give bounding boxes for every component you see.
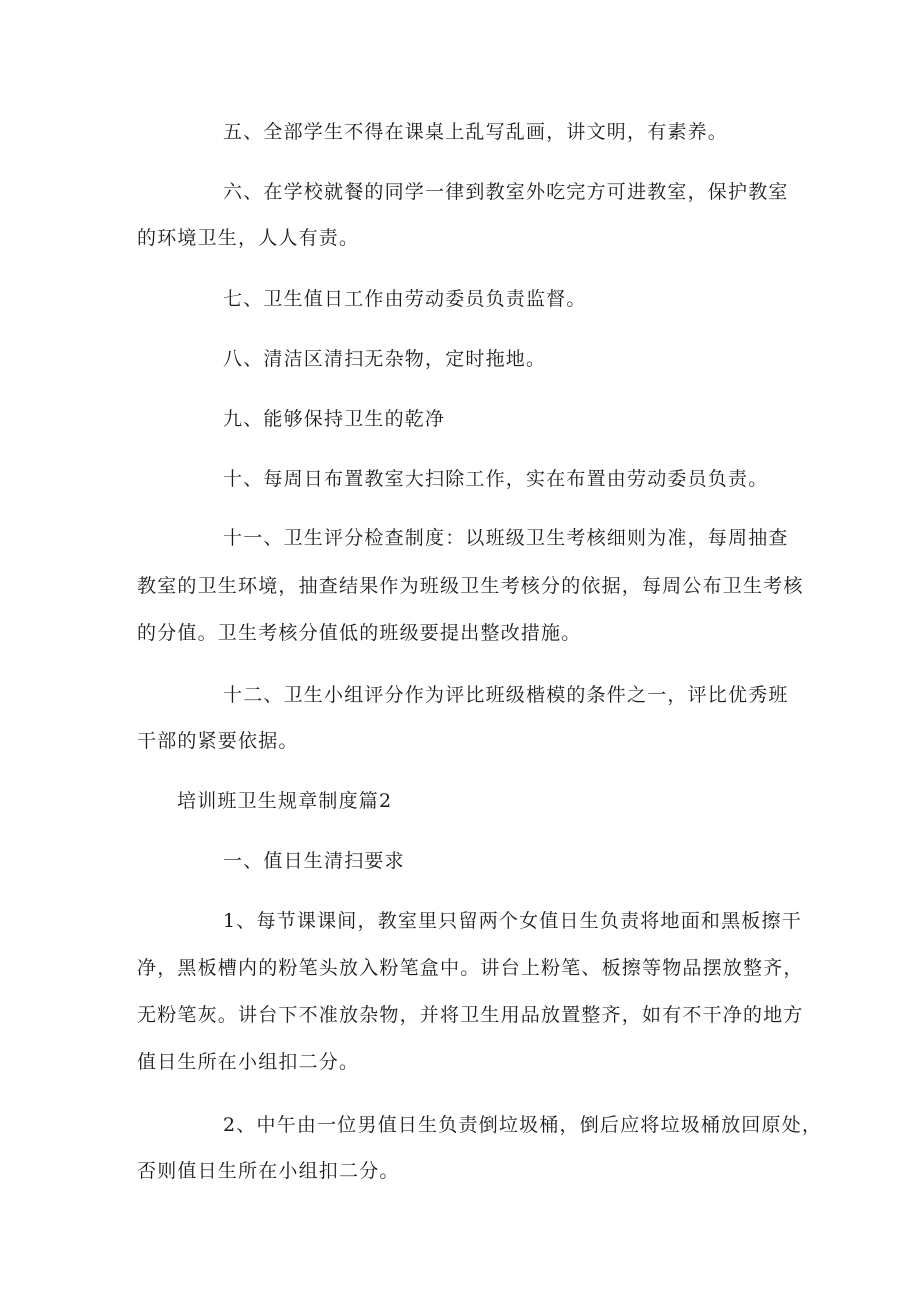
rule-1-line-2: 净，黑板槽内的粉笔头放入粉笔盒中。讲台上粉笔、板擦等物品摆放整齐， <box>137 957 804 979</box>
paragraph-11-line-1: 十一、卫生评分检查制度：以班级卫生考核细则为准，每周抽查 <box>223 527 789 549</box>
paragraph-11-line-3: 的分值。卫生考核分值低的班级要提出整改措施。 <box>137 622 582 644</box>
rule-2-line-2: 否则值日生所在小组扣二分。 <box>137 1160 400 1182</box>
paragraph-6-line-1: 六、在学校就餐的同学一律到教室外吃完方可进教室，保护教室 <box>223 181 789 203</box>
paragraph-5-line-1: 五、全部学生不得在课桌上乱写乱画，讲文明，有素养。 <box>223 121 729 143</box>
rule-1-line-4: 值日生所在小组扣二分。 <box>137 1051 360 1073</box>
rule-2-line-1: 2、中午由一位男值日生负责倒垃圾桶，倒后应将垃圾桶放回原处， <box>223 1114 823 1136</box>
paragraph-10-line-1: 十、每周日布置教室大扫除工作，实在布置由劳动委员负责。 <box>223 468 769 490</box>
section-heading: 培训班卫生规章制度篇2 <box>177 790 393 812</box>
rule-1-line-3: 无粉笔灰。讲台下不准放杂物，并将卫生用品放置整齐，如有不干净的地方 <box>137 1004 804 1026</box>
paragraph-8-line-1: 八、清洁区清扫无杂物，定时拖地。 <box>223 348 547 370</box>
paragraph-9-line-1: 九、能够保持卫生的乾净 <box>223 408 446 430</box>
paragraph-12-line-1: 十二、卫生小组评分作为评比班级楷模的条件之一，评比优秀班 <box>223 684 789 706</box>
paragraph-6-line-2: 的环境卫生，人人有责。 <box>137 227 360 249</box>
paragraph-7-line-1: 七、卫生值日工作由劳动委员负责监督。 <box>223 288 587 310</box>
rule-1-line-1: 1、每节课课间，教室里只留两个女值日生负责将地面和黑板擦干 <box>223 910 802 932</box>
paragraph-12-line-2: 干部的紧要依据。 <box>137 730 299 752</box>
paragraph-11-line-2: 教室的卫生环境，抽查结果作为班级卫生考核分的依据，每周公布卫生考核 <box>137 575 804 597</box>
subsection-heading: 一、值日生清扫要求 <box>223 850 405 872</box>
